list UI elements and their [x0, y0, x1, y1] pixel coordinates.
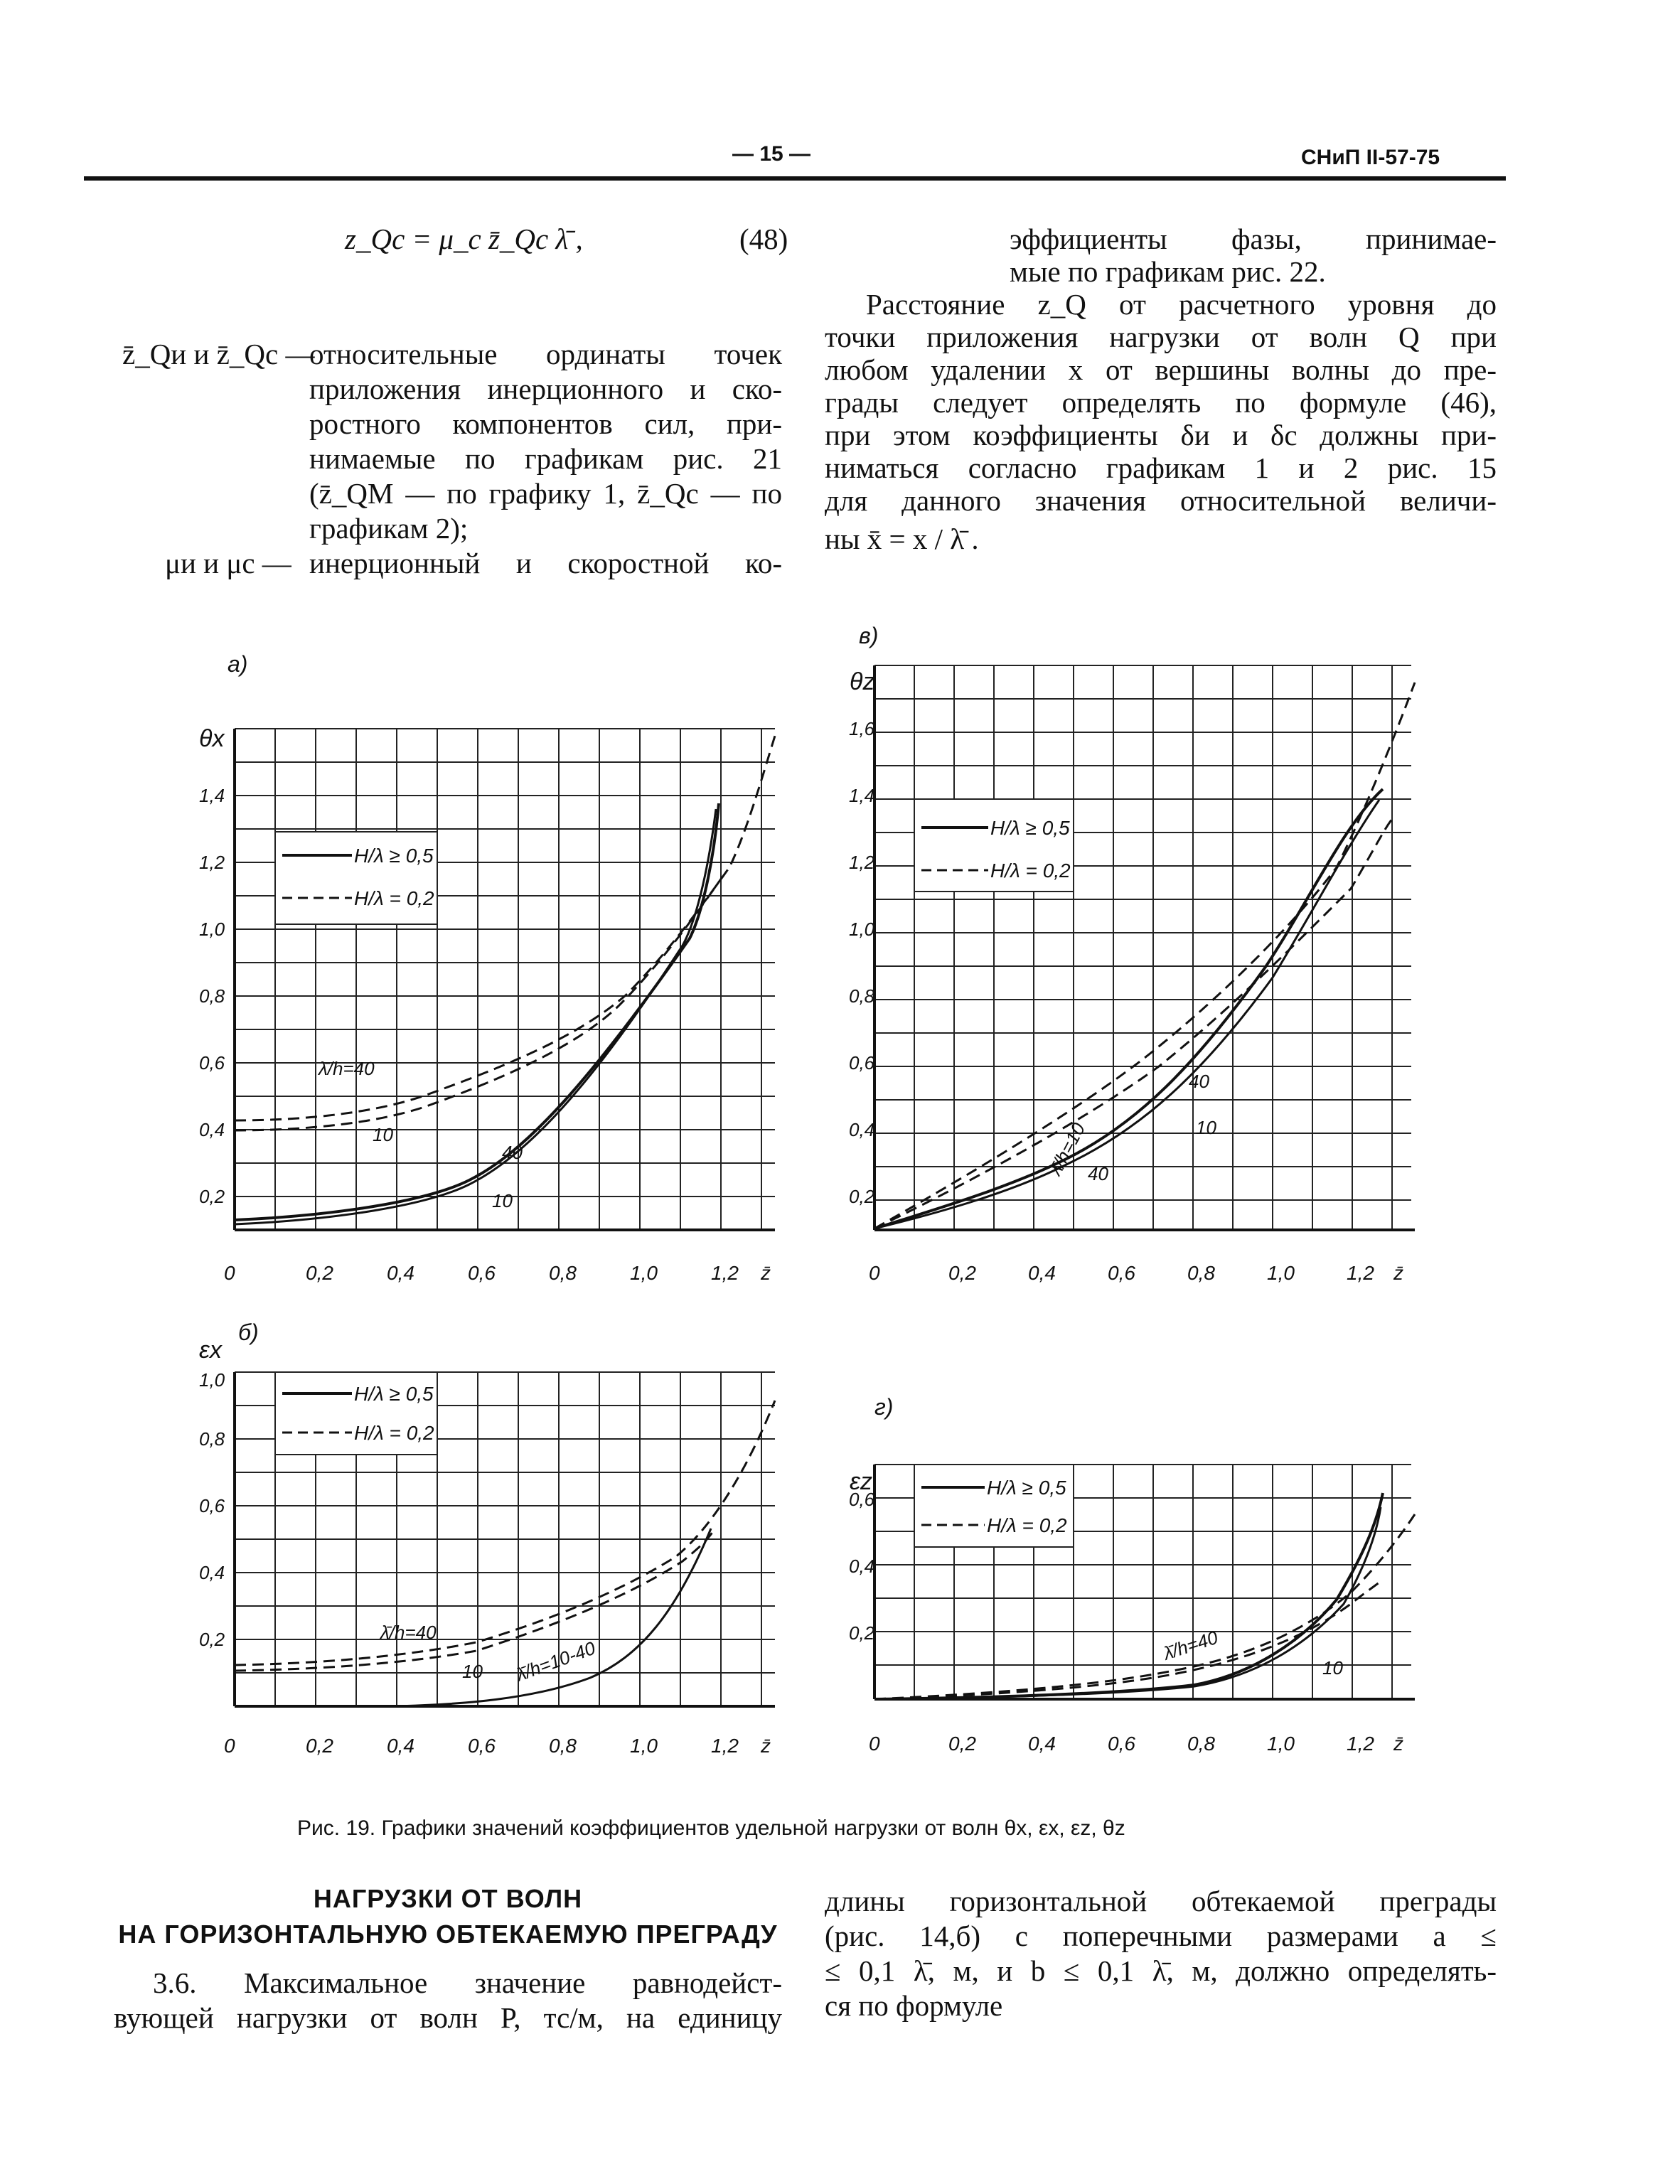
annotation: 40: [1189, 1071, 1209, 1092]
y-tick: 0,8: [199, 1428, 225, 1450]
legend-dashed-label: H/λ = 0,2: [354, 887, 434, 909]
paragraph-line: ниматься согласно графикам 1 и 2 рис. 15: [825, 451, 1497, 484]
y-tick: 1,2: [849, 852, 875, 873]
x-axis-label: z̄: [761, 1735, 771, 1757]
y-tick: 0,4: [849, 1556, 875, 1577]
chart-epsilon-x: [192, 1315, 789, 1792]
annotation: 10: [492, 1190, 513, 1211]
x-tick: 0,4: [1028, 1733, 1056, 1755]
x-tick: 0: [869, 1262, 880, 1284]
y-tick: 1,4: [199, 785, 225, 806]
definition-line: (z̄_QM — по графику 1, z̄_Qc — по: [309, 477, 782, 510]
x-tick-labels: [224, 1262, 771, 1284]
paragraph-line: ны x̄ = x / λ̄ .: [825, 523, 979, 555]
x-tick-labels: [224, 1735, 771, 1757]
panel-label: в): [859, 623, 879, 648]
paragraph-line: любом удалении x от вершины волны до пре-: [825, 353, 1497, 386]
y-tick-labels: [199, 1369, 225, 1650]
y-tick: 1,6: [849, 718, 875, 739]
figure-caption: Рис. 19. Графики значений коэффициентов удельной нагрузки от волн θx, εx, εz, θz: [297, 1816, 1125, 1840]
annotation: λ̄/h=40: [380, 1622, 437, 1643]
annotation: λ̄/h=40: [1160, 1626, 1221, 1664]
x-tick: 0,2: [948, 1733, 976, 1755]
y-tick-labels: [849, 718, 875, 1207]
legend-dashed-label: H/λ = 0,2: [354, 1422, 434, 1444]
definition-line: приложения инерционного и ско-: [309, 373, 782, 405]
y-tick: 0,2: [849, 1622, 875, 1644]
annotation: λ̄/h=10-40: [513, 1637, 599, 1686]
paragraph-line: при этом коэффициенты δи и δc должны при-: [825, 419, 1497, 451]
paragraph-line: 3.6. Максимальное значение равнодейст-: [153, 1966, 782, 1999]
y-tick: 0,8: [199, 985, 225, 1007]
y-tick: 0,6: [199, 1495, 225, 1516]
x-tick: 0,8: [549, 1735, 577, 1757]
curve-dashed: [874, 682, 1415, 1228]
x-tick-labels: [869, 1733, 1403, 1755]
definition-line: относительные ординаты точек: [309, 338, 782, 370]
x-tick: 0,8: [1187, 1733, 1215, 1755]
panel-label: а): [228, 651, 248, 677]
y-axis-label: θz: [850, 668, 875, 695]
definition-line: ростного компонентов сил, при-: [309, 407, 782, 440]
x-tick: 0,8: [549, 1262, 577, 1284]
x-tick: 1,0: [1267, 1262, 1295, 1284]
x-tick: 0,4: [387, 1735, 414, 1757]
x-tick: 0,6: [468, 1735, 496, 1757]
annotation: 10: [1322, 1657, 1343, 1679]
paragraph-line: для данного значения относительной величи-: [825, 484, 1497, 517]
x-tick: 0,2: [306, 1262, 333, 1284]
y-tick: 0,2: [199, 1186, 225, 1207]
x-tick: 0: [224, 1735, 235, 1757]
x-tick: 1,0: [630, 1735, 658, 1757]
y-tick: 1,2: [199, 852, 225, 873]
x-tick: 0,4: [387, 1262, 414, 1284]
definition-line: графикам 2);: [309, 512, 469, 545]
x-tick: 1,2: [711, 1262, 739, 1284]
definition-term-mu: μи и μc —: [165, 547, 291, 579]
x-axis-label: z̄: [761, 1262, 771, 1284]
page-number: — 15 —: [732, 142, 811, 166]
formula-48: z_Qc = μ_c z̄_Qc λ̄ ,: [345, 223, 583, 255]
paragraph-line: мые по графикам рис. 22.: [1010, 255, 1326, 288]
grid: [874, 665, 1411, 1230]
x-tick: 1,2: [1347, 1262, 1374, 1284]
paragraph-line: грады следует определять по формуле (46),: [825, 386, 1497, 419]
panel-label: г): [874, 1394, 894, 1420]
paragraph-line: ся по формуле: [825, 1989, 1003, 2022]
y-tick: 0,2: [199, 1629, 225, 1650]
legend-solid-label: H/λ ≥ 0,5: [990, 817, 1070, 839]
x-axis-label: z̄: [1393, 1262, 1403, 1284]
paragraph-line: длины горизонтальной обтекаемой преграды: [825, 1885, 1497, 1917]
chart-epsilon-z: [849, 1386, 1436, 1792]
formula-number: (48): [739, 223, 788, 255]
y-tick-labels: [849, 1489, 875, 1644]
definition-line: нимаемые по графикам рис. 21: [309, 442, 782, 475]
x-tick: 1,2: [1347, 1733, 1374, 1755]
y-tick: 0,2: [849, 1186, 875, 1207]
y-tick: 0,8: [849, 985, 875, 1007]
y-tick: 1,0: [199, 1369, 225, 1391]
y-axis-label: θx: [199, 725, 225, 752]
y-tick: 1,4: [849, 785, 875, 806]
y-axis-label: εx: [199, 1337, 222, 1364]
annotation: λ̄/h=40: [319, 1058, 375, 1079]
x-tick: 0,2: [306, 1735, 333, 1757]
definition-line: инерционный и скоростной ко-: [309, 547, 782, 579]
paragraph-line: Расстояние z_Q от расчетного уровня до: [866, 288, 1497, 321]
y-axis-label: εz: [850, 1468, 872, 1495]
x-tick: 0,4: [1028, 1262, 1056, 1284]
y-tick: 0,4: [849, 1119, 875, 1140]
paragraph-line: ≤ 0,1 λ̄, м, и b ≤ 0,1 λ̄, м, должно определять-: [825, 1954, 1497, 1987]
x-tick: 1,0: [1267, 1733, 1295, 1755]
document-code: СНиП II-57-75: [1301, 146, 1440, 169]
paragraph-line: точки приложения нагрузки от волн Q при: [825, 321, 1497, 353]
chart-theta-x: [192, 640, 789, 1322]
annotation: 10: [373, 1124, 393, 1145]
x-tick: 1,2: [711, 1735, 739, 1757]
x-axis-label: z̄: [1393, 1733, 1403, 1755]
x-tick-labels: [869, 1262, 1403, 1284]
y-tick: 0,4: [199, 1562, 225, 1583]
x-tick: 0: [869, 1733, 880, 1755]
x-tick: 0,6: [1108, 1733, 1135, 1755]
header-rule: [84, 176, 1506, 181]
annotation: 10: [1196, 1117, 1216, 1138]
legend-dashed-label: H/λ = 0,2: [990, 860, 1071, 882]
annotation: λ̄/h=10: [1044, 1119, 1090, 1179]
x-tick: 0,2: [948, 1262, 976, 1284]
annotation: 40: [502, 1142, 523, 1163]
x-tick: 0: [224, 1262, 235, 1284]
section-heading-line2: НА ГОРИЗОНТАЛЬНУЮ ОБТЕКАЕМУЮ ПРЕГРАДУ: [118, 1920, 778, 1949]
annotation: 40: [1088, 1163, 1108, 1184]
paragraph-line: вующей нагрузки от волн P, тс/м, на единицу: [114, 2001, 782, 2034]
y-tick: 0,4: [199, 1119, 225, 1140]
curve-dashed: [235, 1529, 715, 1671]
definition-term-zq: z̄_Qи и z̄_Qc —: [122, 338, 315, 370]
x-tick: 0,6: [1108, 1262, 1135, 1284]
chart-theta-z: [849, 611, 1436, 1322]
x-tick: 1,0: [630, 1262, 658, 1284]
y-tick: 0,6: [199, 1052, 225, 1074]
legend-dashed-label: H/λ = 0,2: [987, 1514, 1067, 1536]
y-tick: 1,0: [849, 919, 875, 940]
y-tick: 0,6: [849, 1489, 875, 1510]
legend-solid-label: H/λ ≥ 0,5: [354, 845, 434, 867]
section-heading-line1: НАГРУЗКИ ОТ ВОЛН: [313, 1884, 583, 1913]
y-tick: 0,6: [849, 1052, 875, 1074]
x-tick: 0,8: [1187, 1262, 1215, 1284]
y-tick: 1,0: [199, 919, 225, 940]
paragraph-line: (рис. 14,б) с поперечными размерами a ≤: [825, 1920, 1497, 1952]
legend-solid-label: H/λ ≥ 0,5: [987, 1477, 1066, 1499]
legend-solid-label: H/λ ≥ 0,5: [354, 1383, 434, 1405]
y-tick-labels: [199, 785, 225, 1207]
paragraph-line: эффициенты фазы, принимае-: [1010, 223, 1497, 255]
panel-label: б): [238, 1320, 259, 1345]
annotation: 10: [462, 1661, 483, 1682]
x-tick: 0,6: [468, 1262, 496, 1284]
